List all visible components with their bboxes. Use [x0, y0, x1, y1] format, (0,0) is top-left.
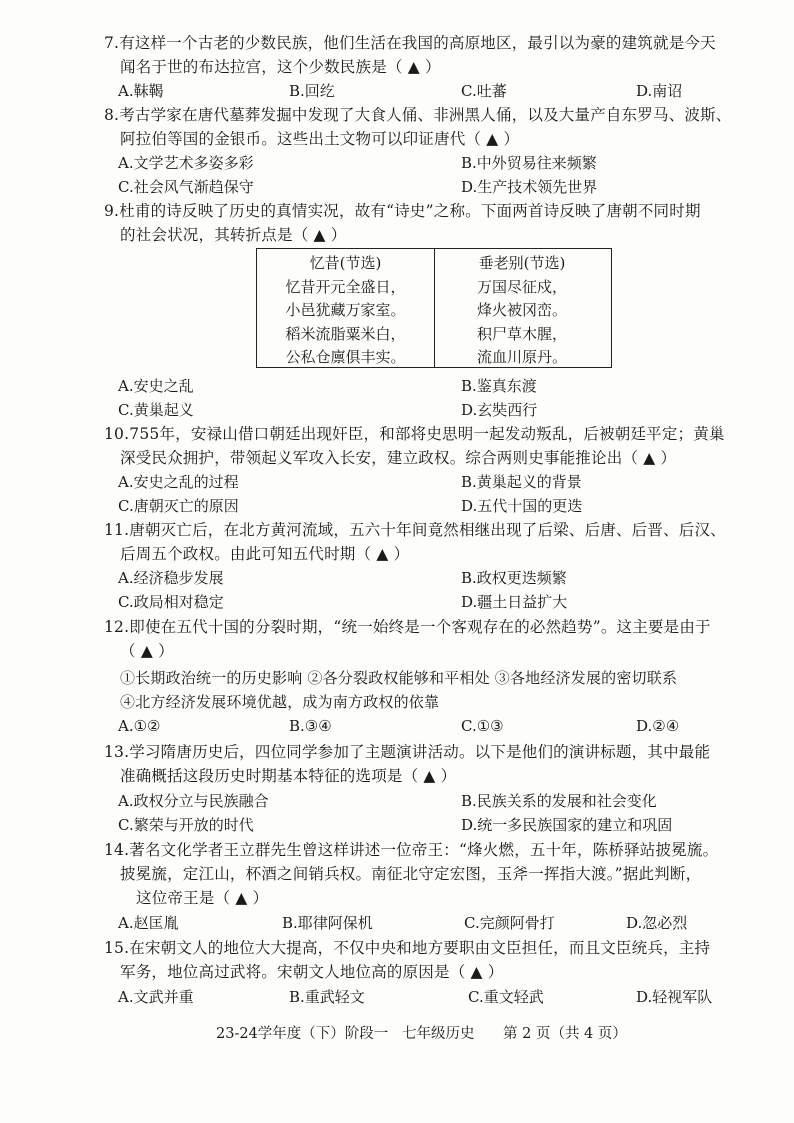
q7-option-a[interactable]: A.靺鞨	[118, 82, 164, 100]
q9-option-d[interactable]: D.玄奘西行	[461, 401, 538, 419]
footer-term: 23-24学年度（下）阶段一	[216, 1026, 389, 1042]
question-12-line-2: （ ▲ ）	[120, 642, 174, 660]
poem-left-title: 忆昔(节选)	[309, 254, 382, 272]
question-11-line-2: 后周五个政权。由此可知五代时期（ ▲ ）	[120, 545, 410, 563]
q12-option-c[interactable]: C.①③	[461, 717, 504, 735]
question-9-line-2: 的社会状况，其转折点是（ ▲ ）	[120, 226, 347, 244]
poem-left-line-4: 公私仓廪俱丰实。	[285, 348, 406, 366]
q8-option-c[interactable]: C.社会风气渐趋保守	[118, 178, 254, 196]
question-7-line-1: 7.有这样一个古老的少数民族，他们生活在我国的高原地区，最引以为豪的建筑就是今天	[104, 34, 716, 52]
q8-option-d[interactable]: D.生产技术领先世界	[461, 178, 598, 196]
q14-option-a[interactable]: A.赵匡胤	[118, 914, 179, 932]
q12-option-a[interactable]: A.①②	[118, 717, 161, 735]
q11-option-b[interactable]: B.政权更迭频繁	[461, 569, 567, 587]
question-12-statements-line-2: ④北方经济发展环境优越，成为南方政权的依靠	[120, 693, 440, 711]
q11-option-a[interactable]: A.经济稳步发展	[118, 569, 224, 587]
poem-right-column	[434, 249, 610, 367]
question-12-line-1: 12.即使在五代十国的分裂时期，“统一始终是一个客观存在的必然趋势”。这主要是由于	[104, 618, 711, 636]
q9-option-b[interactable]: B.鉴真东渡	[461, 377, 537, 395]
question-8-line-1: 8.考古学家在唐代墓葬发掘中发现了大食人俑、非洲黑人俑，以及大量产自东罗马、波斯、	[104, 106, 732, 124]
question-8-line-2: 阿拉伯等国的金银币。这些出土文物可以印证唐代（ ▲ ）	[120, 130, 520, 148]
question-14-line-2: 披冕旒，定江山，杯酒之间销兵权。南征北守定宏图，玉斧一挥指大渡。”据此判断，	[120, 865, 702, 883]
q13-option-b[interactable]: B.民族关系的发展和社会变化	[461, 792, 657, 810]
q11-option-c[interactable]: C.政局相对稳定	[118, 593, 224, 611]
footer-subject: 七年级历史	[402, 1026, 475, 1042]
q8-option-b[interactable]: B.中外贸易往来频繁	[461, 154, 597, 172]
question-11-line-1: 11.唐朝灭亡后，在北方黄河流域，五六十年间竟然相继出现了后梁、后唐、后晋、后汉、	[104, 521, 726, 539]
poem-right-line-2: 烽火被冈峦。	[476, 301, 567, 319]
poem-right-line-3: 积尸草木腥，	[476, 324, 567, 343]
question-13-line-2: 准确概括这段历史时期基本特征的选项是（ ▲ ）	[120, 767, 457, 785]
q7-option-b[interactable]: B.回纥	[289, 82, 335, 100]
q12-option-b[interactable]: B.③④	[289, 717, 332, 735]
question-15-line-1: 15.在宋朝文人的地位大大提高，不仅中央和地方要职由文臣担任，而且文臣统兵，主持	[104, 939, 711, 957]
poem-left-line-3: 稻米流脂粟米白，	[285, 324, 406, 343]
poem-left-line-2: 小邑犹藏万家室。	[285, 301, 406, 319]
q8-option-a[interactable]: A.文学艺术多姿多彩	[118, 154, 254, 172]
q12-option-d[interactable]: D.②④	[636, 717, 680, 735]
q10-option-d[interactable]: D.五代十国的更迭	[461, 497, 583, 515]
question-13-line-1: 13.学习隋唐历史后，四位同学参加了主题演讲活动。以下是他们的演讲标题，其中最能	[104, 743, 711, 761]
question-7-line-2: 闻名于世的布达拉宫，这个少数民族是（ ▲ ）	[120, 58, 441, 76]
question-9-line-1: 9.杜甫的诗反映了历史的真情实况，故有“诗史”之称。下面两首诗反映了唐朝不同时期	[104, 202, 701, 220]
footer-page-number: 第 2 页（共 4 页）	[503, 1026, 627, 1042]
poem-left-line-1: 忆昔开元全盛日，	[285, 277, 406, 296]
q13-option-c[interactable]: C.繁荣与开放的时代	[118, 816, 254, 834]
poem-right-line-4: 流血川原丹。	[476, 348, 567, 366]
q15-option-d[interactable]: D.轻视军队	[636, 988, 713, 1006]
q13-option-a[interactable]: A.政权分立与民族融合	[118, 792, 269, 810]
question-12-statements-line-1: ①长期政治统一的历史影响 ②各分裂政权能够和平相处 ③各地经济发展的密切联系	[120, 669, 678, 687]
question-14-line-1: 14.著名文化学者王立群先生曾这样讲述一位帝王：“烽火燃，五十年，陈桥驿站披冕旒。	[104, 841, 719, 859]
q7-option-c[interactable]: C.吐蕃	[461, 82, 507, 100]
question-14-line-3: 这位帝王是（ ▲ ）	[136, 889, 269, 907]
question-15-line-2: 军务，地位高过武将。宋朝文人地位高的原因是（ ▲ ）	[120, 963, 504, 981]
question-10-line-2: 深受民众拥护，带领起义军攻入长安，建立政权。综合两则史事能推论出（ ▲ ）	[120, 449, 677, 467]
q13-option-d[interactable]: D.统一多民族国家的建立和巩固	[461, 816, 673, 834]
poem-left-column	[257, 249, 435, 367]
q7-option-d[interactable]: D.南诏	[636, 82, 683, 100]
q11-option-d[interactable]: D.疆土日益扩大	[461, 593, 568, 611]
q14-option-d[interactable]: D.忽必烈	[626, 914, 688, 932]
poem-right-title: 垂老别(节选)	[478, 254, 566, 272]
question-10-line-1: 10.755年，安禄山借口朝廷出现奸臣，和部将史思明一起发动叛乱，后被朝廷平定；黄巢	[104, 425, 725, 443]
q10-option-b[interactable]: B.黄巢起义的背景	[461, 473, 582, 491]
q14-option-c[interactable]: C.完颜阿骨打	[464, 914, 555, 932]
q15-option-c[interactable]: C.重文轻武	[468, 988, 544, 1006]
poem-right-line-1: 万国尽征戍，	[476, 277, 567, 296]
q15-option-b[interactable]: B.重武轻文	[289, 988, 365, 1006]
q9-option-c[interactable]: C.黄巢起义	[118, 401, 194, 419]
poem-table	[256, 248, 612, 368]
q15-option-a[interactable]: A.文武并重	[118, 988, 194, 1006]
q14-option-b[interactable]: B.耶律阿保机	[282, 914, 373, 932]
q9-option-a[interactable]: A.安史之乱	[118, 377, 194, 395]
q10-option-c[interactable]: C.唐朝灭亡的原因	[118, 497, 239, 515]
q10-option-a[interactable]: A.安史之乱的过程	[118, 473, 239, 491]
